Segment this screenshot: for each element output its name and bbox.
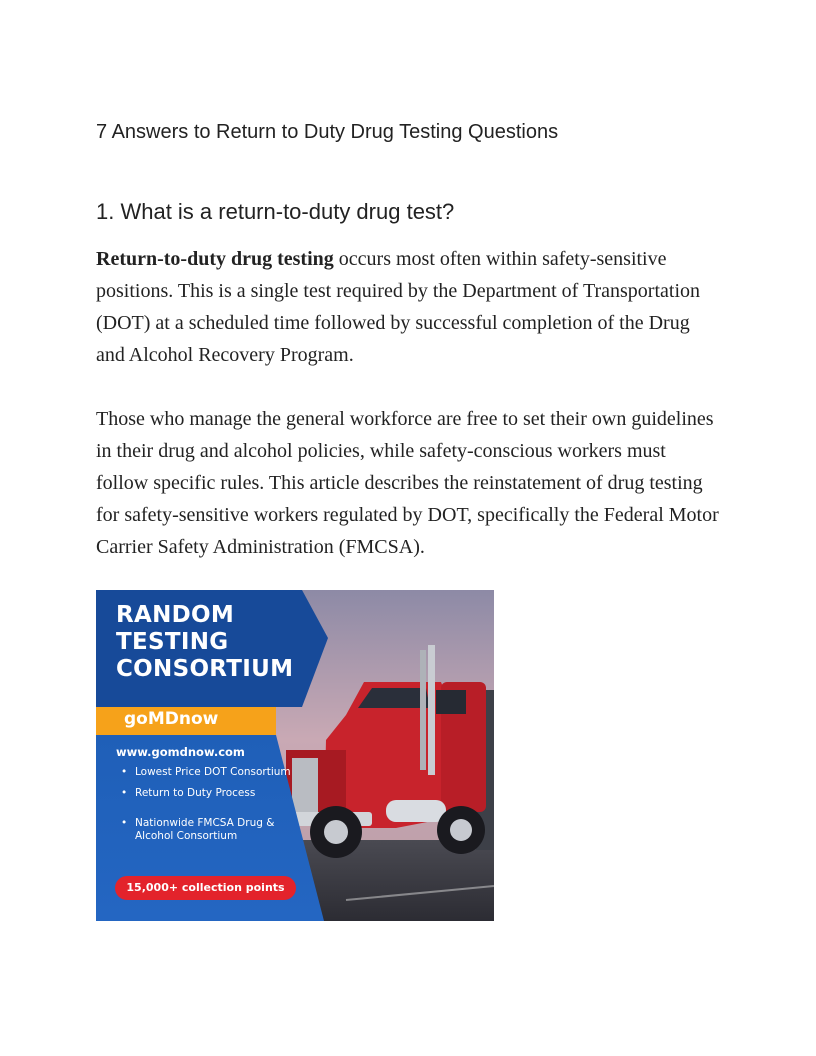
paragraph-1-bold: Return-to-duty drug testing <box>96 248 334 270</box>
article-title: 7 Answers to Return to Duty Drug Testing Questions <box>96 121 559 143</box>
paragraph-2: Those who manage the general workforce are free to set their own guidelines in their drug and alcohol policies, while safety-conscious workers must follow specific rules. This article describes the reinstatement of drug testing for safety-sensitive workers regulated by DOT, specifically the Federal Motor Carrier Safety Administration (FMCSA). <box>96 408 719 558</box>
list-item <box>120 766 300 779</box>
banner-bullet-list <box>120 766 300 843</box>
banner-bullet-text: Lowest Price DOT Consortium <box>135 766 291 778</box>
list-item <box>120 817 300 843</box>
banner-headline-line-3: CONSORTIUM <box>116 656 294 682</box>
banner-headline <box>116 602 293 683</box>
bullet-icon: • <box>121 766 128 778</box>
banner-url[interactable]: www.gomdnow.com <box>116 745 245 759</box>
paragraph-1 <box>96 243 721 371</box>
banner-headline-line-2: TESTING <box>116 629 229 655</box>
banner-bullet-text: Nationwide FMCSA Drug & Alcohol Consortium <box>135 817 275 842</box>
paragraph-1-text: occurs most often within safety-sensitive positions. This is a single test required by the Department of Transportation (DOT) at a scheduled time followed by successful completion of the Drug and Alcohol Recovery Program. <box>96 248 701 366</box>
bullet-icon: • <box>121 817 128 829</box>
banner-bullet-text: Return to Duty Process <box>135 787 256 799</box>
collection-points-button[interactable]: 15,000+ collection points <box>115 876 296 900</box>
banner-headline-line-1: RANDOM <box>116 602 235 628</box>
section-heading-1: 1. What is a return-to-duty drug test? <box>96 199 455 224</box>
consortium-ad-banner[interactable] <box>96 590 494 921</box>
list-item <box>120 787 300 800</box>
banner-brand: goMDnow <box>124 709 219 729</box>
bullet-icon: • <box>121 787 128 799</box>
